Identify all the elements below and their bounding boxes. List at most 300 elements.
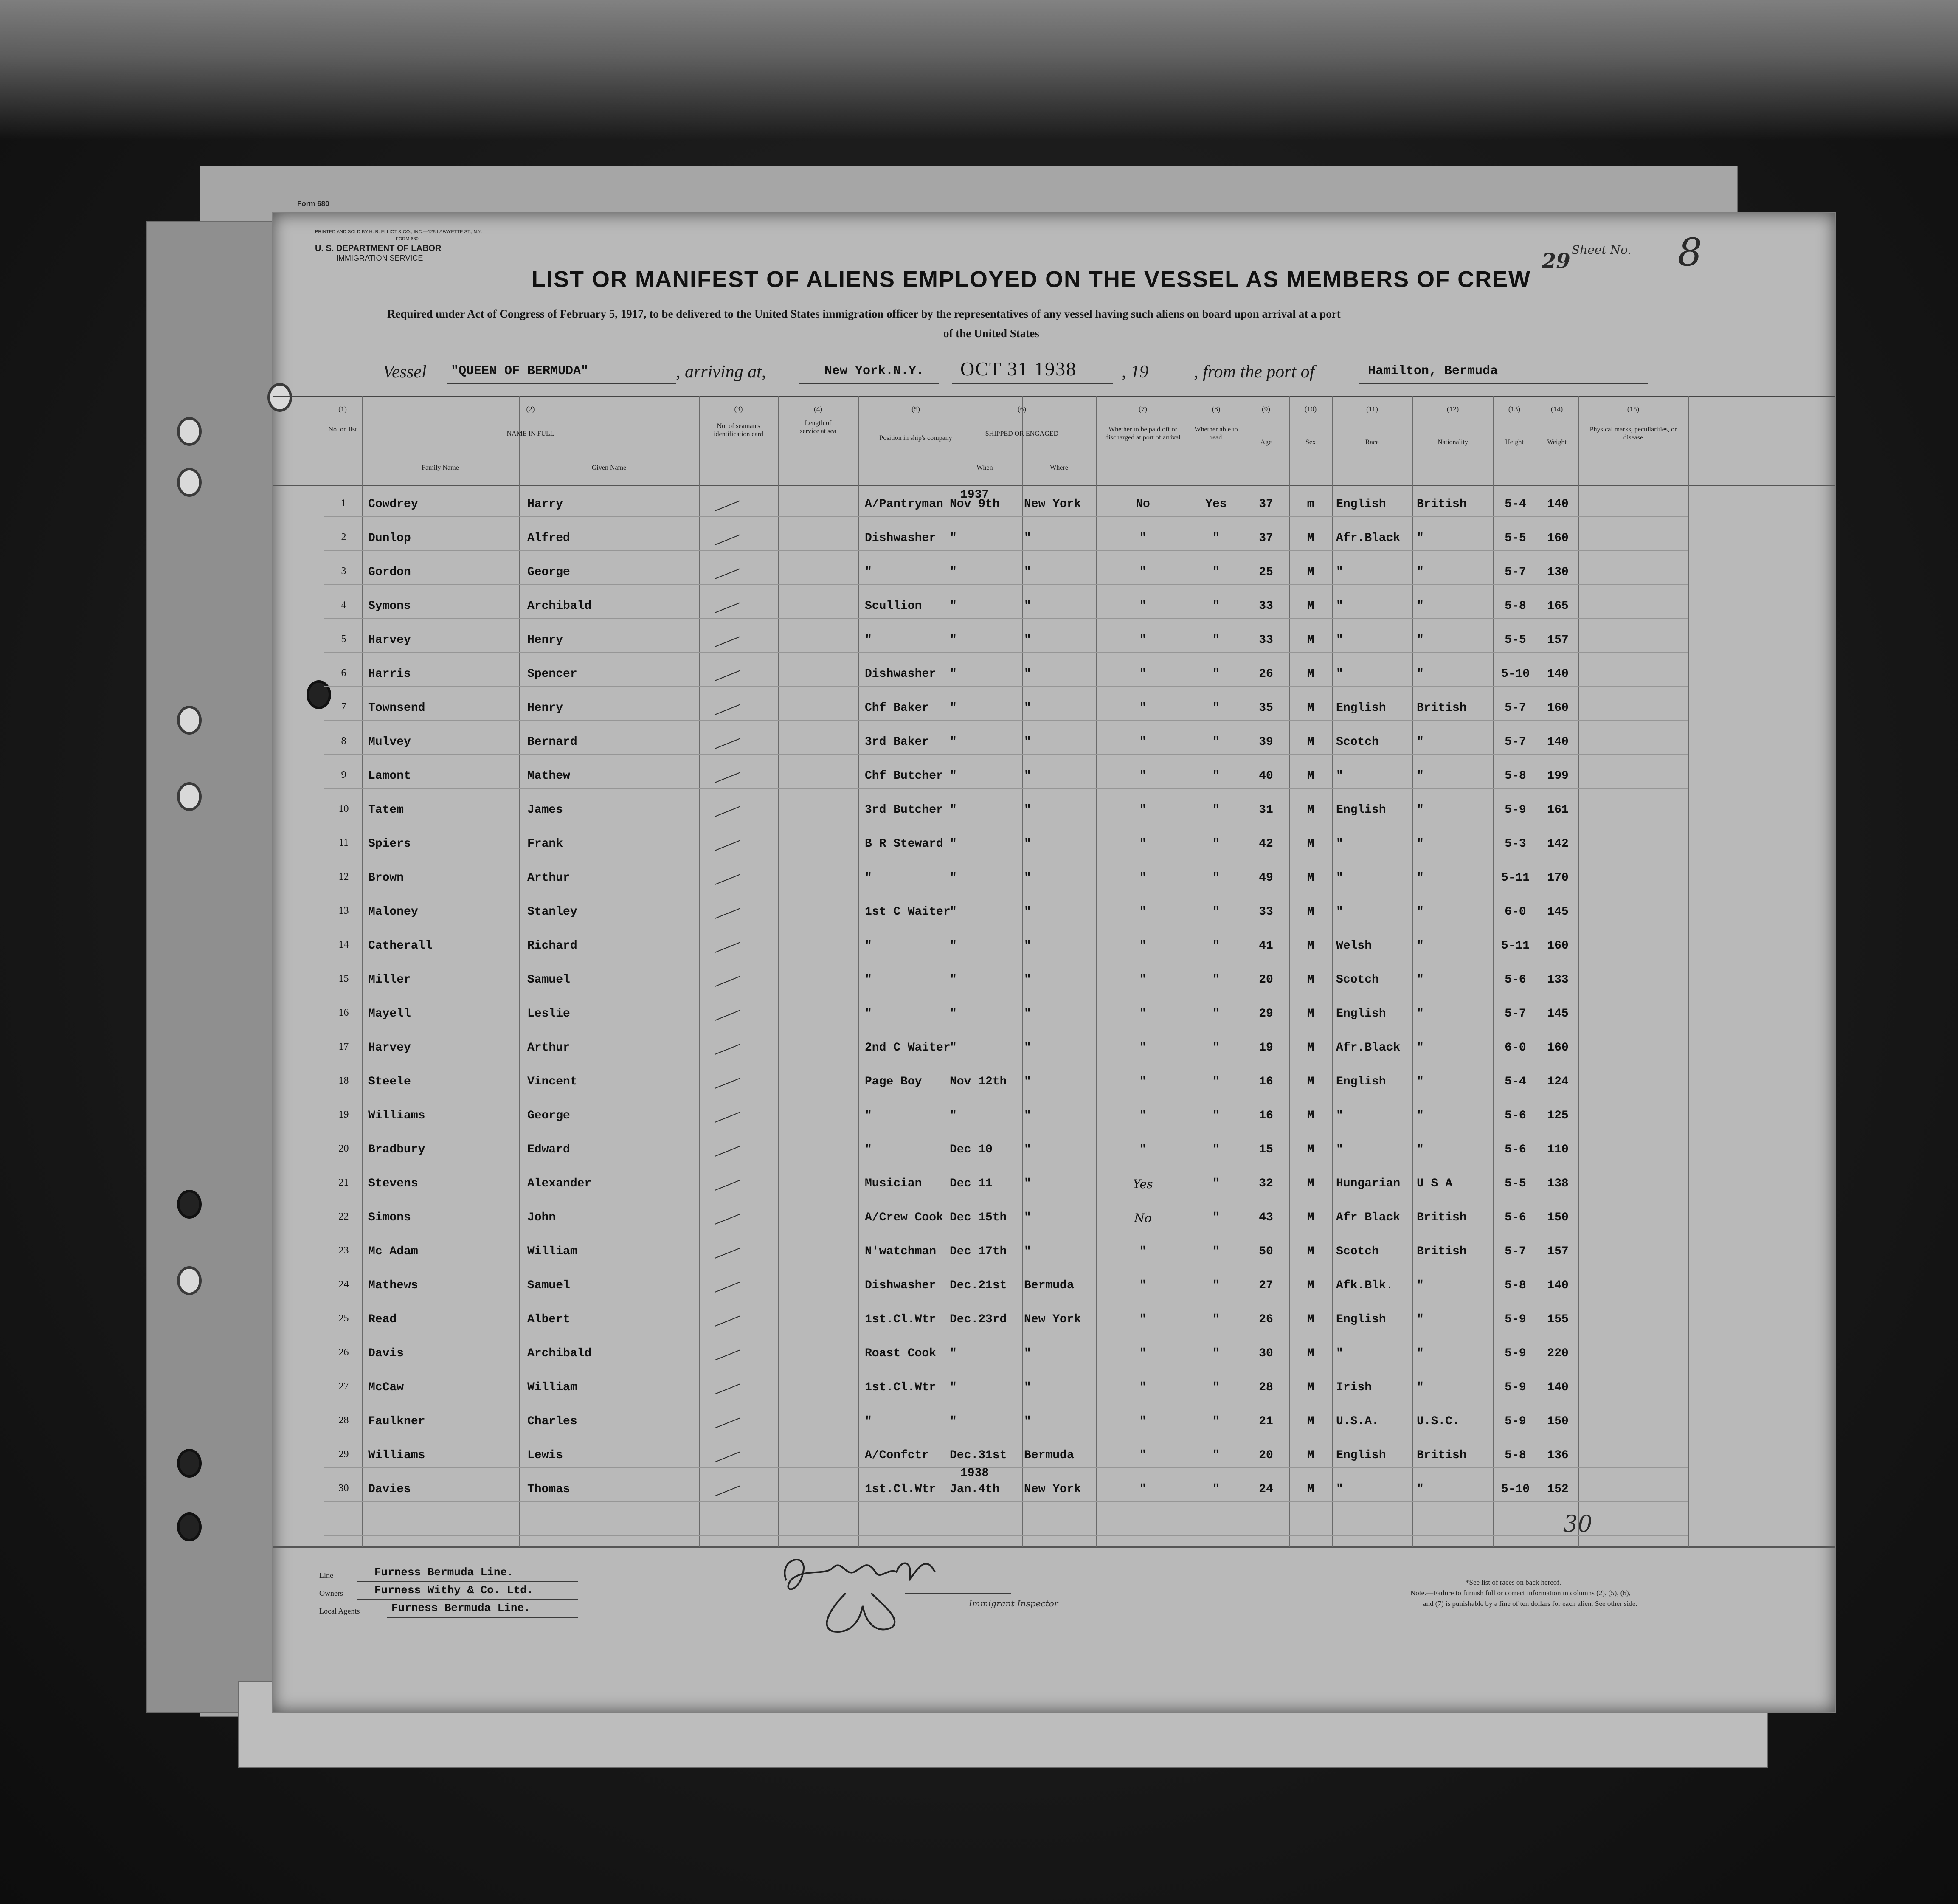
- cell-paid: ": [1139, 735, 1147, 749]
- cell-given: Richard: [527, 939, 577, 952]
- punch-hole: [267, 383, 292, 412]
- cell-race: ": [1336, 668, 1343, 681]
- cell-family: Mathews: [368, 1279, 418, 1292]
- row-rule: [324, 788, 1688, 789]
- cell-no: 24: [338, 1279, 349, 1290]
- cell-age: 27: [1259, 1279, 1273, 1292]
- id-card-tick-mark: [715, 976, 740, 987]
- line-label: Line: [319, 1571, 333, 1580]
- cell-race: ": [1336, 1347, 1343, 1360]
- col6-where-header: Where: [1050, 464, 1068, 471]
- cell-read: ": [1212, 1279, 1220, 1292]
- col11-number: (11): [1366, 405, 1378, 413]
- form-number: FORM 680: [396, 237, 419, 242]
- col12-number: (12): [1446, 405, 1459, 413]
- cell-height: 5-9: [1505, 1381, 1526, 1394]
- id-card-tick-mark: [715, 806, 740, 817]
- underline: [799, 383, 939, 384]
- cell-family: Harvey: [368, 634, 411, 647]
- cell-height: 5-7: [1505, 566, 1526, 579]
- cell-where: ": [1024, 668, 1031, 681]
- cell-height: 6-0: [1505, 905, 1526, 918]
- owners-value: Furness Withy & Co. Ltd.: [374, 1584, 534, 1597]
- cell-weight: 138: [1547, 1177, 1569, 1190]
- cell-height: 5-8: [1505, 769, 1526, 783]
- cell-height: 5-3: [1505, 837, 1526, 851]
- id-card-tick-mark: [715, 1112, 740, 1123]
- cell-family: Gordon: [368, 566, 411, 579]
- cell-age: 31: [1259, 803, 1273, 817]
- cell-family: Faulkner: [368, 1415, 425, 1428]
- cell-height: 5-6: [1505, 1211, 1526, 1224]
- cell-position: A/Crew Cook: [865, 1211, 943, 1224]
- cell-paid: ": [1139, 566, 1147, 579]
- cell-paid: ": [1139, 1279, 1147, 1292]
- cell-given: Samuel: [527, 973, 570, 986]
- cell-read: ": [1212, 905, 1220, 918]
- cell-read: ": [1212, 1313, 1220, 1326]
- cell-where: ": [1024, 769, 1031, 783]
- cell-when: ": [950, 735, 957, 749]
- cell-race: ": [1336, 905, 1343, 918]
- id-card-tick-mark: [715, 1180, 740, 1191]
- cell-weight: 170: [1547, 871, 1569, 884]
- row-rule: [324, 1535, 1688, 1536]
- cell-race: Scotch: [1336, 735, 1379, 749]
- col6-number: (6): [1018, 405, 1026, 413]
- cell-weight: 160: [1547, 532, 1569, 545]
- cell-no: 2: [341, 532, 346, 543]
- cell-when: ": [950, 634, 957, 647]
- punch-hole: [177, 1190, 202, 1219]
- cell-read: ": [1212, 1041, 1220, 1054]
- cell-read: Yes: [1205, 498, 1227, 511]
- id-card-tick-mark: [715, 636, 740, 647]
- cell-read: ": [1212, 769, 1220, 783]
- cell-paid: No: [1134, 1211, 1152, 1225]
- cell-paid: ": [1139, 905, 1147, 918]
- cell-where: ": [1024, 735, 1031, 749]
- cell-family: Davies: [368, 1483, 411, 1496]
- column-rule: [858, 396, 859, 1547]
- cell-no: 11: [338, 837, 349, 848]
- cell-sex: M: [1307, 1313, 1314, 1326]
- cell-no: 19: [338, 1109, 349, 1120]
- cell-no: 26: [338, 1347, 349, 1358]
- cell-no: 15: [338, 973, 349, 984]
- cell-paid: ": [1139, 973, 1147, 986]
- cell-given: Bernard: [527, 735, 577, 749]
- table-top-rule: [273, 396, 1835, 397]
- cell-age: 50: [1259, 1245, 1273, 1258]
- id-card-tick-mark: [715, 670, 740, 681]
- cell-sex: M: [1307, 600, 1314, 613]
- cell-read: ": [1212, 735, 1220, 749]
- column-rule: [699, 396, 700, 1547]
- cell-read: ": [1212, 803, 1220, 817]
- cell-family: Davis: [368, 1347, 404, 1360]
- cell-nationality: ": [1417, 837, 1424, 851]
- inspector-label: Immigrant Inspector: [969, 1598, 1058, 1608]
- cell-where: ": [1024, 1211, 1031, 1224]
- cell-paid: ": [1139, 803, 1147, 817]
- cell-sex: M: [1307, 1211, 1314, 1224]
- cell-weight: 140: [1547, 735, 1569, 749]
- cell-race: ": [1336, 871, 1343, 884]
- cell-age: 30: [1259, 1347, 1273, 1360]
- cell-height: 5-5: [1505, 634, 1526, 647]
- punch-hole: [177, 417, 202, 446]
- cell-no: 9: [341, 769, 346, 780]
- cell-height: 5-10: [1501, 1483, 1530, 1496]
- vessel-label: Vessel: [383, 362, 427, 382]
- cell-nationality: ": [1417, 1109, 1424, 1122]
- cell-race: ": [1336, 1483, 1343, 1496]
- cell-given: Stanley: [527, 905, 577, 918]
- cell-position: Chf Baker: [865, 701, 929, 715]
- cell-height: 5-10: [1501, 668, 1530, 681]
- cell-no: 23: [338, 1245, 349, 1256]
- cell-position: Dishwasher: [865, 1279, 937, 1292]
- punch-hole: [177, 782, 202, 811]
- cell-family: Williams: [368, 1449, 425, 1462]
- cell-paid: ": [1139, 668, 1147, 681]
- col13-number: (13): [1508, 405, 1521, 413]
- cell-when: ": [950, 668, 957, 681]
- col4-header: Length of service at sea: [800, 420, 836, 435]
- inspector-signature-line: [905, 1593, 1011, 1594]
- cell-no: 20: [338, 1143, 349, 1154]
- cell-race: English: [1336, 1007, 1386, 1020]
- cell-sex: M: [1307, 532, 1314, 545]
- cell-family: Read: [368, 1313, 397, 1326]
- cell-height: 5-6: [1505, 973, 1526, 986]
- cell-position: Dishwasher: [865, 668, 937, 681]
- cell-family: Mayell: [368, 1007, 411, 1020]
- manifest-subtitle-line2: of the United States: [943, 327, 1039, 340]
- cell-read: ": [1212, 1449, 1220, 1462]
- cell-where: ": [1024, 803, 1031, 817]
- column-rule: [1332, 396, 1333, 1547]
- footer-note-3: and (7) is punishable by a fine of ten dollars for each alien. See other side.: [1423, 1600, 1637, 1608]
- cell-weight: 133: [1547, 973, 1569, 986]
- cell-given: James: [527, 803, 563, 817]
- column-rule: [362, 396, 363, 1547]
- cell-where: Bermuda: [1024, 1449, 1074, 1462]
- cell-read: ": [1212, 1109, 1220, 1122]
- col11-header: Race: [1365, 439, 1379, 446]
- cell-height: 5-7: [1505, 1007, 1526, 1020]
- cell-where: New York: [1024, 498, 1081, 511]
- from-port-label: , from the port of: [1194, 362, 1315, 382]
- year-note-1938: 1938: [960, 1467, 989, 1480]
- col10-header: Sex: [1305, 439, 1316, 446]
- cell-age: 16: [1259, 1075, 1273, 1088]
- cell-race: Scotch: [1336, 1245, 1379, 1258]
- cell-family: Maloney: [368, 905, 418, 918]
- cell-family: Spiers: [368, 837, 411, 851]
- cell-position: B R Steward: [865, 837, 943, 851]
- manifest-page: [272, 212, 1836, 1713]
- cell-where: ": [1024, 1109, 1031, 1122]
- cell-when: ": [950, 837, 957, 851]
- cell-sex: M: [1307, 1109, 1314, 1122]
- underline: [1359, 383, 1648, 384]
- cell-paid: ": [1139, 1075, 1147, 1088]
- cell-paid: Yes: [1133, 1177, 1153, 1191]
- cell-given: Henry: [527, 701, 563, 715]
- cell-height: 5-7: [1505, 735, 1526, 749]
- cell-when: Dec 17th: [950, 1245, 1007, 1258]
- cell-where: ": [1024, 1347, 1031, 1360]
- cell-age: 16: [1259, 1109, 1273, 1122]
- cell-sex: M: [1307, 668, 1314, 681]
- cell-given: Arthur: [527, 871, 570, 884]
- cell-position: ": [865, 634, 872, 647]
- cell-no: 7: [341, 701, 346, 713]
- cell-given: Alexander: [527, 1177, 592, 1190]
- cell-read: ": [1212, 871, 1220, 884]
- row-rule: [324, 584, 1688, 585]
- cell-weight: 145: [1547, 905, 1569, 918]
- col2-given-header: Given Name: [591, 464, 627, 471]
- cell-race: Irish: [1336, 1381, 1372, 1394]
- local-agents-value: Furness Bermuda Line.: [391, 1602, 531, 1614]
- cell-given: Samuel: [527, 1279, 570, 1292]
- column-rule: [1688, 396, 1689, 1547]
- column-rule: [778, 396, 779, 1547]
- cell-weight: 110: [1547, 1143, 1569, 1156]
- row-rule: [324, 1467, 1688, 1468]
- cell-weight: 165: [1547, 600, 1569, 613]
- cell-given: Edward: [527, 1143, 570, 1156]
- cell-when: ": [950, 871, 957, 884]
- cell-nationality: ": [1417, 1007, 1424, 1020]
- cell-paid: ": [1139, 634, 1147, 647]
- cell-sex: M: [1307, 1415, 1314, 1428]
- cell-where: ": [1024, 532, 1031, 545]
- cell-paid: ": [1139, 837, 1147, 851]
- id-card-tick-mark: [715, 840, 740, 851]
- id-card-tick-mark: [715, 534, 740, 545]
- cell-paid: ": [1139, 1415, 1147, 1428]
- cell-age: 28: [1259, 1381, 1273, 1394]
- cell-race: ": [1336, 634, 1343, 647]
- cell-family: Townsend: [368, 701, 425, 715]
- punch-hole: [177, 1266, 202, 1295]
- id-card-tick-mark: [715, 602, 740, 613]
- cell-when: Dec 11: [950, 1177, 993, 1190]
- cell-sex: M: [1307, 1075, 1314, 1088]
- cell-age: 37: [1259, 532, 1273, 545]
- cell-read: ": [1212, 701, 1220, 715]
- film-glare: [0, 0, 1958, 140]
- column-rule: [1412, 396, 1413, 1547]
- col7-header: Whether to be paid off or discharged at port of arrival: [1105, 426, 1181, 442]
- cell-when: Dec.23rd: [950, 1313, 1007, 1326]
- col9-number: (9): [1262, 405, 1270, 413]
- cell-family: Lamont: [368, 769, 411, 783]
- cell-where: ": [1024, 1177, 1031, 1190]
- cell-when: Nov 12th: [950, 1075, 1007, 1088]
- row-rule: [324, 652, 1688, 653]
- cell-where: ": [1024, 939, 1031, 952]
- cell-given: Charles: [527, 1415, 577, 1428]
- cell-given: Arthur: [527, 1041, 570, 1054]
- cell-no: 16: [338, 1007, 349, 1018]
- cell-given: Alfred: [527, 532, 570, 545]
- cell-height: 5-8: [1505, 600, 1526, 613]
- printer-line: PRINTED AND SOLD BY H. R. ELLIOT & CO., INC.—128 LAFAYETTE ST., N.Y.: [315, 229, 482, 234]
- cell-race: Afr.Black: [1336, 1041, 1401, 1054]
- cell-race: Welsh: [1336, 939, 1372, 952]
- arrival-date-stamp: OCT 31 1938: [960, 358, 1077, 380]
- cell-when: ": [950, 600, 957, 613]
- cell-when: Jan.4th: [950, 1483, 1000, 1496]
- cell-family: Dunlop: [368, 532, 411, 545]
- cell-weight: 150: [1547, 1211, 1569, 1224]
- row-rule: [324, 686, 1688, 687]
- local-agents-label: Local Agents: [319, 1607, 360, 1615]
- cell-nationality: ": [1417, 803, 1424, 817]
- cell-nationality: U S A: [1417, 1177, 1453, 1190]
- cell-where: ": [1024, 837, 1031, 851]
- cell-when: ": [950, 803, 957, 817]
- cell-weight: 199: [1547, 769, 1569, 783]
- cell-sex: M: [1307, 1177, 1314, 1190]
- cell-read: ": [1212, 1143, 1220, 1156]
- col6-header: SHIPPED OR ENGAGED: [985, 430, 1059, 437]
- cell-paid: ": [1139, 1313, 1147, 1326]
- cell-sex: M: [1307, 1483, 1314, 1496]
- cell-family: Williams: [368, 1109, 425, 1122]
- id-card-tick-mark: [715, 1485, 740, 1496]
- cell-weight: 160: [1547, 939, 1569, 952]
- cell-nationality: ": [1417, 973, 1424, 986]
- vessel-name: "QUEEN OF BERMUDA": [451, 364, 589, 378]
- footer-note-1: *See list of races on back hereof.: [1466, 1578, 1561, 1586]
- header-bottom-rule: [273, 485, 1835, 486]
- col3-number: (3): [734, 405, 743, 413]
- year-label: , 19: [1122, 362, 1148, 382]
- cell-position: 1st.Cl.Wtr: [865, 1381, 937, 1394]
- cell-when: Dec 10: [950, 1143, 993, 1156]
- cell-nationality: British: [1417, 1245, 1467, 1258]
- cell-where: ": [1024, 600, 1031, 613]
- cell-position: 1st.Cl.Wtr: [865, 1313, 937, 1326]
- cell-age: 29: [1259, 1007, 1273, 1020]
- cell-given: Thomas: [527, 1483, 570, 1496]
- cell-no: 17: [338, 1041, 349, 1052]
- cell-height: 5-8: [1505, 1279, 1526, 1292]
- id-card-tick-mark: [715, 1383, 740, 1394]
- cell-given: William: [527, 1381, 577, 1394]
- cell-read: ": [1212, 939, 1220, 952]
- departure-port: Hamilton, Bermuda: [1368, 364, 1498, 378]
- col15-header: Physical marks, peculiarities, or disease: [1589, 426, 1677, 442]
- cell-weight: 152: [1547, 1483, 1569, 1496]
- id-card-tick-mark: [715, 942, 740, 953]
- back-form-label: Form 680: [297, 200, 329, 208]
- cell-read: ": [1212, 1075, 1220, 1088]
- cell-when: ": [950, 532, 957, 545]
- cell-age: 21: [1259, 1415, 1273, 1428]
- cell-family: Tatem: [368, 803, 404, 817]
- cell-nationality: U.S.C.: [1417, 1415, 1460, 1428]
- cell-sex: m: [1307, 498, 1314, 511]
- cell-where: ": [1024, 1381, 1031, 1394]
- cell-where: ": [1024, 1245, 1031, 1258]
- col8-number: (8): [1212, 405, 1221, 413]
- col2-family-header: Family Name: [422, 464, 459, 471]
- cell-position: 3rd Baker: [865, 735, 929, 749]
- cell-weight: 140: [1547, 1381, 1569, 1394]
- cell-sex: M: [1307, 1143, 1314, 1156]
- cell-read: ": [1212, 1007, 1220, 1020]
- cell-read: ": [1212, 1381, 1220, 1394]
- cell-paid: ": [1139, 1381, 1147, 1394]
- cell-where: Bermuda: [1024, 1279, 1074, 1292]
- row-rule: [324, 618, 1688, 619]
- underline: [952, 383, 1113, 384]
- cell-height: 5-5: [1505, 1177, 1526, 1190]
- cell-no: 10: [338, 803, 349, 814]
- cell-paid: ": [1139, 1143, 1147, 1156]
- cell-family: Harvey: [368, 1041, 411, 1054]
- cell-race: ": [1336, 1109, 1343, 1122]
- cell-height: 5-9: [1505, 803, 1526, 817]
- cell-when: ": [950, 1415, 957, 1428]
- cell-family: Brown: [368, 871, 404, 884]
- cell-weight: 130: [1547, 566, 1569, 579]
- cell-given: Henry: [527, 634, 563, 647]
- cell-read: ": [1212, 1347, 1220, 1360]
- punch-hole: [177, 1512, 202, 1541]
- cell-given: Vincent: [527, 1075, 577, 1088]
- cell-nationality: ": [1417, 1041, 1424, 1054]
- cell-height: 5-11: [1501, 871, 1530, 884]
- cell-sex: M: [1307, 634, 1314, 647]
- cell-when: Dec.21st: [950, 1279, 1007, 1292]
- cell-weight: 161: [1547, 803, 1569, 817]
- cell-age: 41: [1259, 939, 1273, 952]
- cell-weight: 155: [1547, 1313, 1569, 1326]
- cell-read: ": [1212, 532, 1220, 545]
- cell-where: ": [1024, 566, 1031, 579]
- row-rule: [324, 720, 1688, 721]
- col5-number: (5): [911, 405, 920, 413]
- cell-when: ": [950, 1109, 957, 1122]
- cell-position: 1st C Waiter: [865, 905, 951, 918]
- cell-given: William: [527, 1245, 577, 1258]
- cell-family: Miller: [368, 973, 411, 986]
- cell-paid: ": [1139, 1109, 1147, 1122]
- id-card-tick-mark: [715, 772, 740, 783]
- cell-read: ": [1212, 1177, 1220, 1190]
- column-rule: [1578, 396, 1579, 1547]
- cell-sex: M: [1307, 566, 1314, 579]
- sheet-number: 8: [1678, 230, 1702, 275]
- cell-given: Frank: [527, 837, 563, 851]
- col1-header: No. on list: [328, 426, 357, 433]
- cell-when: ": [950, 701, 957, 715]
- cell-nationality: ": [1417, 871, 1424, 884]
- column-rule: [1096, 396, 1097, 1547]
- row-rule: [324, 550, 1688, 551]
- cell-weight: 220: [1547, 1347, 1569, 1360]
- cell-sex: M: [1307, 1381, 1314, 1394]
- cell-sex: M: [1307, 1449, 1314, 1462]
